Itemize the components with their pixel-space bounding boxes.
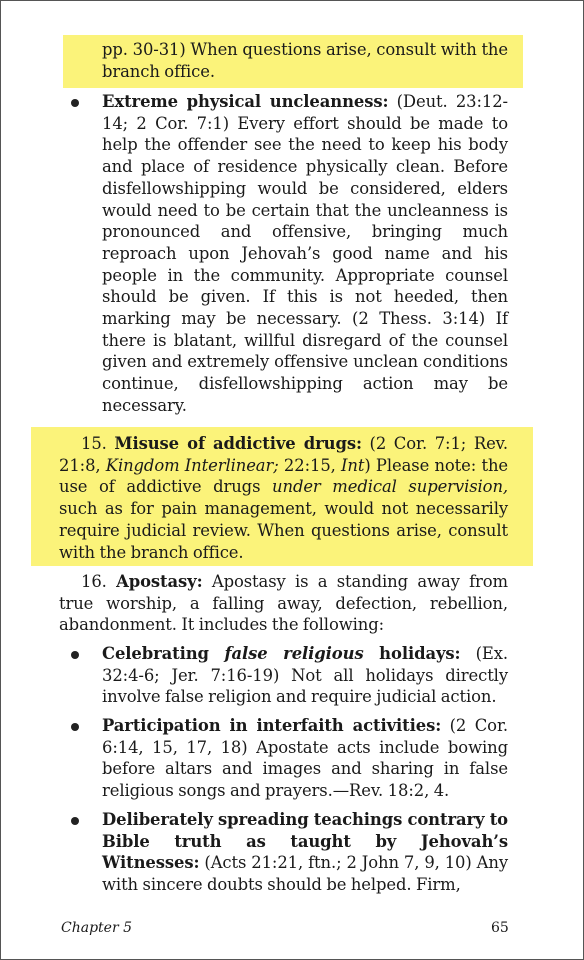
footer-page-number: 65 bbox=[491, 920, 509, 936]
section-15: 15. Misuse of addictive drugs: (2 Cor. 7:1; Rev. 21:8, Kingdom Interlinear; 22:15, Int) Please note: the use of addictive drugs under medical supervision, such as for pain management, would not necessarily require judicial review. When questions arise, consult with the branch office. bbox=[59, 434, 509, 562]
item-heading: Extreme physical uncleanness: bbox=[102, 92, 389, 111]
bullet-marker bbox=[71, 651, 79, 659]
top-fragment: pp. 30-31) When questions arise, consult with the branch office. bbox=[102, 40, 508, 81]
section-16: 16. Apostasy: Apostasy is a standing away from true worship, a falling away, defection, rebellion, abandonment. It includes the following: bbox=[59, 572, 508, 635]
item-interfaith: Participation in interfaith activities: (2 Cor. 6:14, 15, 17, 18) Apostate acts include bowing before altars and images and sharing in false religious songs and prayers.—Rev. 18:2, 4. bbox=[102, 716, 508, 801]
section-heading: Misuse of addictive drugs: bbox=[114, 434, 362, 453]
item-holidays: Celebrating false religious holidays: (Ex. 32:4-6; Jer. 7:16-19) Not all holidays directly involve false religion and require judicial action. bbox=[102, 644, 508, 707]
bullet-marker bbox=[71, 99, 79, 107]
item-uncleanness bbox=[102, 91, 508, 417]
item-body: (Deut. 23:12-14; 2 Cor. 7:1) Every effort should be made to help the offender see the need to keep his body and place of residence physically clean. Before disfellowshipping would be considered, elders would need to be certain that the uncleanness is pronounced and offensive, bringing much reproach upon Jehovah’s good name and his people in the community. Appropriate counsel should be given. If this is not heeded, then marking may be necessary. (2 Thess. 3:14) If there is blatant, willful disregard of the counsel given and extremely offensive unclean conditions continue, disfellowshipping action may be necessary. bbox=[102, 92, 508, 415]
item-spreading: Deliberately spreading teachings contrary to Bible truth as taught by Jehovah’s Witnesses: (Acts 21:21, ftn.; 2 John 7, 9, 10) Any with sincere doubts should be helped. Firm, bbox=[102, 810, 508, 895]
footer-chapter: Chapter 5 bbox=[61, 920, 132, 936]
section-number: 15. bbox=[81, 434, 107, 453]
section-heading: Apostasy: bbox=[116, 572, 203, 591]
bullet-marker bbox=[71, 817, 79, 825]
section-number: 16. bbox=[81, 572, 107, 591]
bullet-marker bbox=[71, 723, 79, 731]
